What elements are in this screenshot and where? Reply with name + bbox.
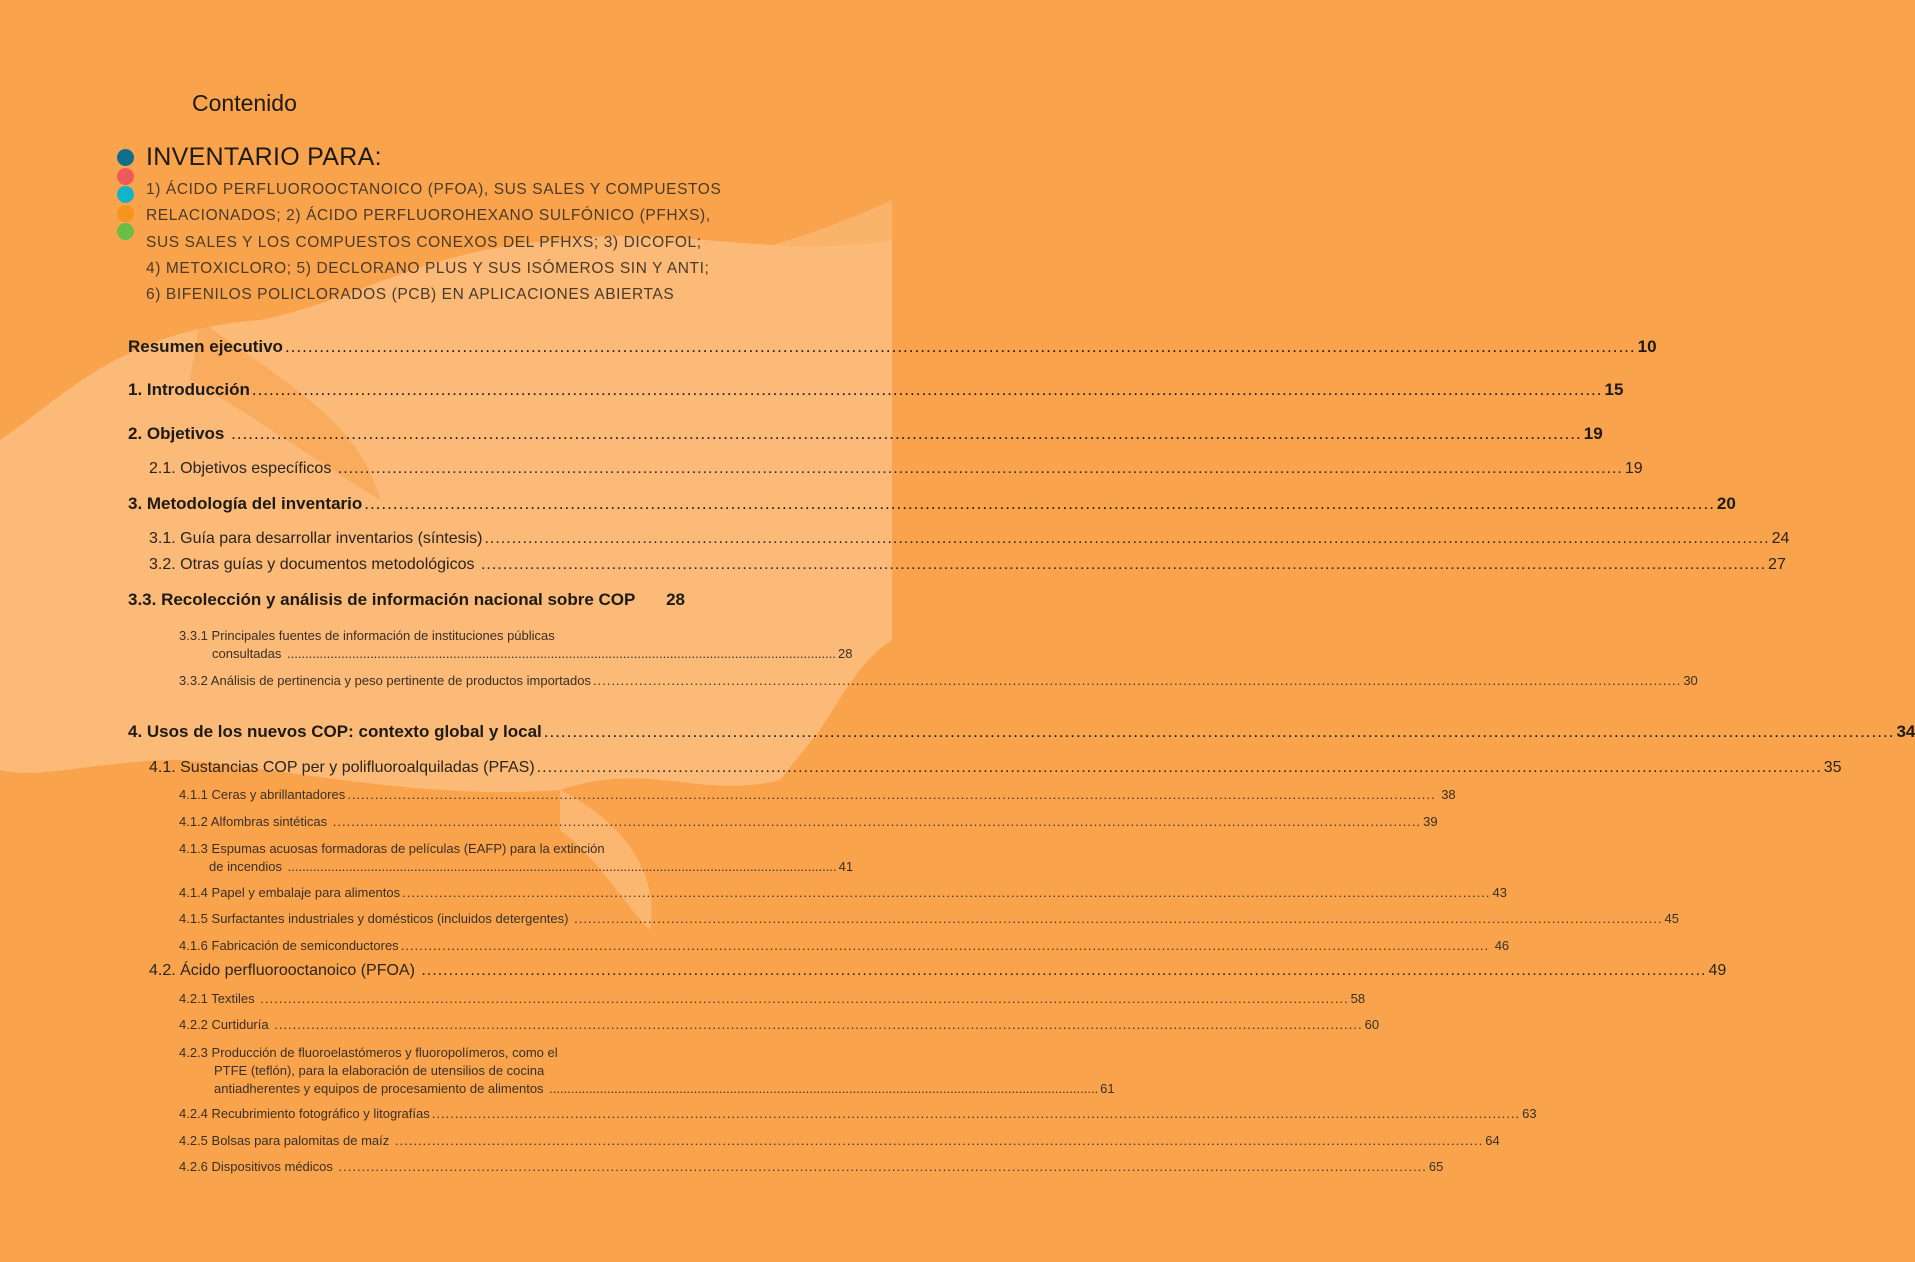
- toc-label: Resumen ejecutivo: [128, 337, 283, 356]
- toc-label: 4.1.2 Alfombras sintéticas: [179, 814, 331, 829]
- toc-entry-introduccion[interactable]: [128, 380, 1624, 400]
- page-title: Contenido: [192, 90, 297, 116]
- toc-leader: [347, 787, 1435, 802]
- toc-page: 10: [1637, 337, 1657, 356]
- toc-label: 3.2. Otras guías y documentos metodológicos: [149, 556, 479, 573]
- toc-leader: [260, 991, 1348, 1006]
- toc-leader: [432, 1106, 1520, 1121]
- toc-label: 3.1. Guía para desarrollar inventarios (síntesis): [149, 530, 483, 547]
- color-dots: [117, 149, 135, 242]
- toc-page: 46: [1491, 938, 1510, 953]
- toc-label-cont: [179, 858, 854, 876]
- toc-entry-otras-guias[interactable]: [149, 556, 1786, 574]
- toc-entry-objetivos-especificos[interactable]: [149, 460, 1643, 478]
- toc-label: 4.2.4 Recubrimiento fotográfico y litografías: [179, 1106, 430, 1121]
- toc-entry-alfombras[interactable]: [179, 814, 1438, 829]
- toc-entry-metodologia[interactable]: [128, 494, 1736, 514]
- toc-label: PTFE (teflón), para la elaboración de utensilios de cocina: [214, 1063, 545, 1078]
- dot-cyan-icon: [117, 186, 134, 203]
- toc-entry-textiles[interactable]: [179, 991, 1366, 1006]
- toc-entry-curtiduria[interactable]: [179, 1017, 1380, 1032]
- toc-entry-bolsas[interactable]: [179, 1133, 1500, 1148]
- toc-entry-produccion[interactable]: [179, 1044, 1115, 1098]
- toc-label-cont: [179, 645, 853, 663]
- dot-teal-dark-icon: [117, 149, 134, 166]
- dot-orange-icon: [117, 205, 134, 222]
- toc-page: 27: [1768, 556, 1786, 573]
- toc-leader: [544, 722, 1895, 742]
- toc-entry-pfas[interactable]: [149, 759, 1842, 777]
- toc-entry-papel[interactable]: [179, 885, 1507, 900]
- toc-leader: [333, 814, 1421, 829]
- toc-leader: [364, 494, 1715, 514]
- toc-leader: [395, 1133, 1483, 1148]
- toc-entry-guia[interactable]: [149, 530, 1790, 548]
- toc-label: 4.1.1 Ceras y abrillantadores: [179, 787, 346, 802]
- toc-entry-semiconductores[interactable]: [179, 938, 1510, 953]
- toc-label: 4.1.4 Papel y embalaje para alimentos: [179, 885, 401, 900]
- toc-page: 41: [838, 859, 854, 874]
- toc-leader: ........................................................................................................................................................: [549, 1081, 1099, 1096]
- toc-label: antiadherentes y equipos de procesamiento de alimentos: [214, 1081, 548, 1096]
- toc-entry-usos[interactable]: [128, 722, 1915, 742]
- toc-label: 3. Metodología del inventario: [128, 494, 363, 513]
- toc-leader: [274, 1017, 1362, 1032]
- inventory-line: 1) ÁCIDO PERFLUOROOCTANOICO (PFOA), SUS SALES Y COMPUESTOS: [146, 181, 722, 198]
- toc-page: 19: [1624, 460, 1643, 477]
- toc-leader: [421, 962, 1706, 980]
- toc-label: 2.1. Objetivos específicos: [149, 460, 336, 477]
- toc-page: 19: [1583, 424, 1603, 443]
- dot-green-icon: [117, 223, 134, 240]
- toc-label: 4.2.1 Textiles: [179, 991, 259, 1006]
- toc-page: 61: [1100, 1081, 1115, 1096]
- toc-page: 64: [1485, 1133, 1500, 1148]
- toc-page: 45: [1664, 911, 1679, 926]
- toc-page: 49: [1708, 962, 1727, 979]
- toc-label: 3.3.2 Análisis de pertinencia y peso pertinente de productos importados: [179, 673, 591, 688]
- inventory-line: SUS SALES Y LOS COMPUESTOS CONEXOS DEL PFHXS; 3) DICOFOL;: [146, 233, 702, 251]
- toc-page: 58: [1350, 991, 1366, 1006]
- inventory-title: INVENTARIO PARA:: [146, 143, 382, 171]
- toc-leader: [339, 1159, 1427, 1174]
- toc-leader: [537, 759, 1822, 777]
- toc-leader: [401, 938, 1489, 953]
- toc-label: 4.2. Ácido perfluorooctanoico (PFOA): [149, 962, 420, 979]
- toc-page: 34: [1896, 722, 1915, 741]
- toc-leader: ........................................................................................................................................................: [287, 646, 836, 661]
- toc-leader: [481, 556, 1766, 574]
- toc-leader: [484, 530, 1769, 548]
- toc-entry-pfoa[interactable]: [149, 962, 1727, 980]
- toc-label: 3.3.1 Principales fuentes de información de instituciones públicas: [179, 628, 555, 643]
- toc-entry-pertinencia[interactable]: [179, 673, 1698, 688]
- toc-page: 43: [1492, 885, 1507, 900]
- toc-label: 4.1. Sustancias COP per y polifluoroalquiladas (PFAS): [149, 759, 535, 776]
- toc-page: 39: [1423, 814, 1438, 829]
- toc-page: 28: [838, 646, 853, 661]
- toc-entry-espumas[interactable]: [179, 840, 854, 876]
- inventory-line: RELACIONADOS; 2) ÁCIDO PERFLUOROHEXANO SULFÓNICO (PFHXS),: [146, 207, 711, 225]
- toc-page: 30: [1683, 673, 1698, 688]
- toc-label: 4. Usos de los nuevos COP: contexto global y local: [128, 722, 542, 741]
- dot-red-icon: [117, 168, 134, 185]
- toc-label: 4.2.2 Curtiduría: [179, 1017, 273, 1032]
- toc-page: 28: [666, 590, 685, 609]
- toc-leader: [231, 424, 1582, 444]
- toc-page: 20: [1716, 494, 1736, 513]
- toc-label-cont: [179, 1080, 1115, 1098]
- inventory-line: 6) BIFENILOS POLICLORADOS (PCB) EN APLICACIONES ABIERTAS: [146, 286, 675, 304]
- toc-leader: [285, 337, 1636, 357]
- toc-label: 4.2.3 Producción de fluoroelastómeros y fluoropolímeros, como el: [179, 1045, 558, 1060]
- toc-entry-dispositivos[interactable]: [179, 1159, 1444, 1174]
- toc-label: 4.2.5 Bolsas para palomitas de maíz: [179, 1133, 393, 1148]
- toc-leader: ........................................................................................................................................................: [287, 859, 837, 874]
- toc-page: 38: [1437, 787, 1456, 802]
- toc-page: 63: [1522, 1106, 1537, 1121]
- toc-label: 1. Introducción: [128, 380, 250, 399]
- toc-entry-surfactantes[interactable]: [179, 911, 1679, 926]
- toc-entry-objetivos[interactable]: [128, 424, 1603, 444]
- toc-label: 4.1.5 Surfactantes industriales y domésticos (incluidos detergentes): [179, 911, 573, 926]
- toc-label: consultadas: [212, 646, 285, 661]
- toc-leader: [593, 673, 1681, 688]
- toc-entry-ceras[interactable]: [179, 787, 1456, 802]
- toc-entry-resumen[interactable]: [128, 337, 1657, 357]
- toc-page: 24: [1771, 530, 1790, 547]
- toc-page: 60: [1364, 1017, 1380, 1032]
- inventory-subtitle: [146, 177, 722, 308]
- toc-page: 15: [1604, 380, 1624, 399]
- toc-label: 4.2.6 Dispositivos médicos: [179, 1159, 337, 1174]
- toc-leader: [402, 885, 1490, 900]
- toc-leader: [338, 460, 1623, 478]
- toc-leader: [574, 911, 1662, 926]
- toc-page: 65: [1428, 1159, 1444, 1174]
- toc-entry-recoleccion[interactable]: [128, 590, 685, 610]
- toc-leader: [252, 380, 1603, 400]
- toc-label: 4.1.3 Espumas acuosas formadoras de películas (EAFP) para la extinción: [179, 841, 605, 856]
- toc-label: de incendios: [209, 859, 286, 874]
- inventory-line: 4) METOXICLORO; 5) DECLORANO PLUS Y SUS ISÓMEROS SIN Y ANTI;: [146, 259, 710, 277]
- toc-entry-fuentes[interactable]: [179, 627, 853, 663]
- toc-label: 4.1.6 Fabricación de semiconductores: [179, 938, 399, 953]
- toc-entry-recubrimiento[interactable]: [179, 1106, 1537, 1121]
- toc-page: 35: [1823, 759, 1842, 776]
- toc-label: 3.3. Recolección y análisis de información nacional sobre COP: [128, 590, 636, 609]
- toc-label: 2. Objetivos: [128, 424, 230, 443]
